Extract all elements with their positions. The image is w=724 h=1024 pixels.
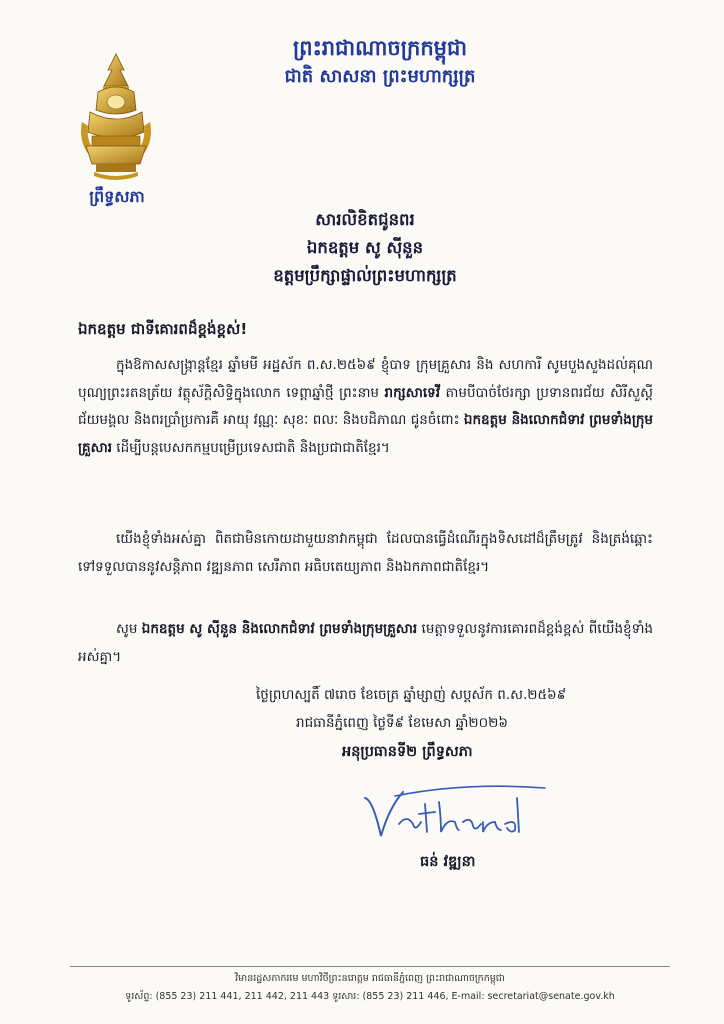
paragraph-3 xyxy=(78,616,653,671)
p1-recipient: ឯកឧត្តម និងលោកជំទាវ ព្រមទាំងក្រុមគ្រួសារ xyxy=(78,412,653,456)
title-line-2: ឯកឧត្តម សូ ស៊ីនួន xyxy=(306,238,424,257)
p2-text: យើងខ្ញុំទាំងអស់គ្នា ពិតជាមិនកោយដាមួយនាវាកម្ពុជា ដែលបានធ្វើដំណើរក្នុងទិសដៅដ៏ត្រឹមត្រូវ និងត្រង់ឆ្ពោះទៅទទួលបាននូវសន្តិភាព វឌ្ឍនភាព សេរីភាព អធិបតេយ្យភាព និងឯកភាពជាតិខ្មែរ។ xyxy=(78,531,653,575)
kingdom-name: ព្រះរាជាណាចក្រកម្ពុជា xyxy=(292,35,467,60)
footer-contact: ទូរស័ព្ទ: (855 23) 211 441, 211 442, 211 443 ទូរសារ: (855 23) 211 446, E-mail: secretariat@senate.gov.kh xyxy=(125,991,615,1002)
letter-title xyxy=(170,206,560,290)
signer-title: អនុប្រធានទី២ ព្រឹទ្ធសភា xyxy=(342,744,473,760)
title-line-1: សារលិខិតជូនពរ xyxy=(315,210,415,229)
signer-name: ធន់ វឌ្ឍនា xyxy=(420,854,476,870)
title-line-3: ឧត្តមប្រឹក្សាផ្ទាល់ព្រះមហាក្សត្រ xyxy=(273,266,457,285)
institution-name: ព្រឹទ្ធសភា xyxy=(89,187,145,206)
solar-date: រាជធានីភ្នំពេញ ថ្ងៃទី៩ ខែមេសា ឆ្នាំ២០២៦ xyxy=(296,715,508,731)
handwritten-signature xyxy=(355,778,555,848)
paragraph-2 xyxy=(78,526,653,581)
p1-text-a: ក្នុងឱកាសសង្ក្រាន្តខ្មែរ ឆ្នាំមមី អដ្ឋស័ក ព.ស.២៥៦៩ ខ្ញុំបាទ ក្រុមគ្រួសារ និង សហការី សូមបួងសួងដល់គុណបុណ្យព្រះរតនត្រ័យ វត្ថុស័ក្តិសិទ្ធិក្នុងលោក ទេព្តាឆ្នាំថ្មី ព្រះនាម xyxy=(78,357,653,401)
p1-text-b: តាមបីបាច់ថែរក្សា ប្រទានពរជ័យ សិរីសួស្តី ជ័យមង្គល និងពរប្រាំប្រការគឺ អាយុ វណ្ណៈ សុខៈ ពលៈ និងបដិភាណ ជូនចំពោះ xyxy=(78,384,653,428)
footer xyxy=(90,970,650,1006)
p1-text-c: ដើម្បីបន្តបេសកកម្មបម្រើប្រទេសជាតិ និងប្រជាជាតិខ្មែរ។ xyxy=(112,439,390,456)
salutation: ឯកឧត្តម ជាទីគោរពដ៏ខ្ពង់ខ្ពស់! xyxy=(78,320,248,338)
p3-recipient: ឯកឧត្តម សូ ស៊ីនួន និងលោកជំទាវ ព្រមទាំងក្រុមគ្រួសារ xyxy=(141,621,418,637)
p3-text-b: មេត្តាទទួលនូវការគោរពដ៏ខ្ពង់ខ្ពស់ ពីយើងខ្ញុំទាំងអស់គ្នា។ xyxy=(78,621,654,665)
lunar-date: ថ្ងៃព្រហស្បតិ៍ ៧រោច ខែចេត្រ ឆ្នាំម្សាញ់ សប្តស័ក ព.ស.២៥៦៩ xyxy=(256,687,567,703)
letterhead xyxy=(230,34,530,90)
footer-address: វិមានរដ្ឋសភាករមេ មហាវិថីព្រះនរោត្តម រាជធានីភ្នំពេញ ព្រះរាជាណាចក្រកម្ពុជា xyxy=(235,973,505,984)
footer-divider xyxy=(70,966,670,967)
national-motto: ជាតិ សាសនា ព្រះមហាក្សត្រ xyxy=(284,66,476,87)
paragraph-1 xyxy=(78,352,653,462)
p3-text-a: សូម xyxy=(116,621,142,637)
senate-emblem-icon xyxy=(76,52,156,182)
p1-deity-name: រាក្សសាទេវី xyxy=(384,384,440,401)
